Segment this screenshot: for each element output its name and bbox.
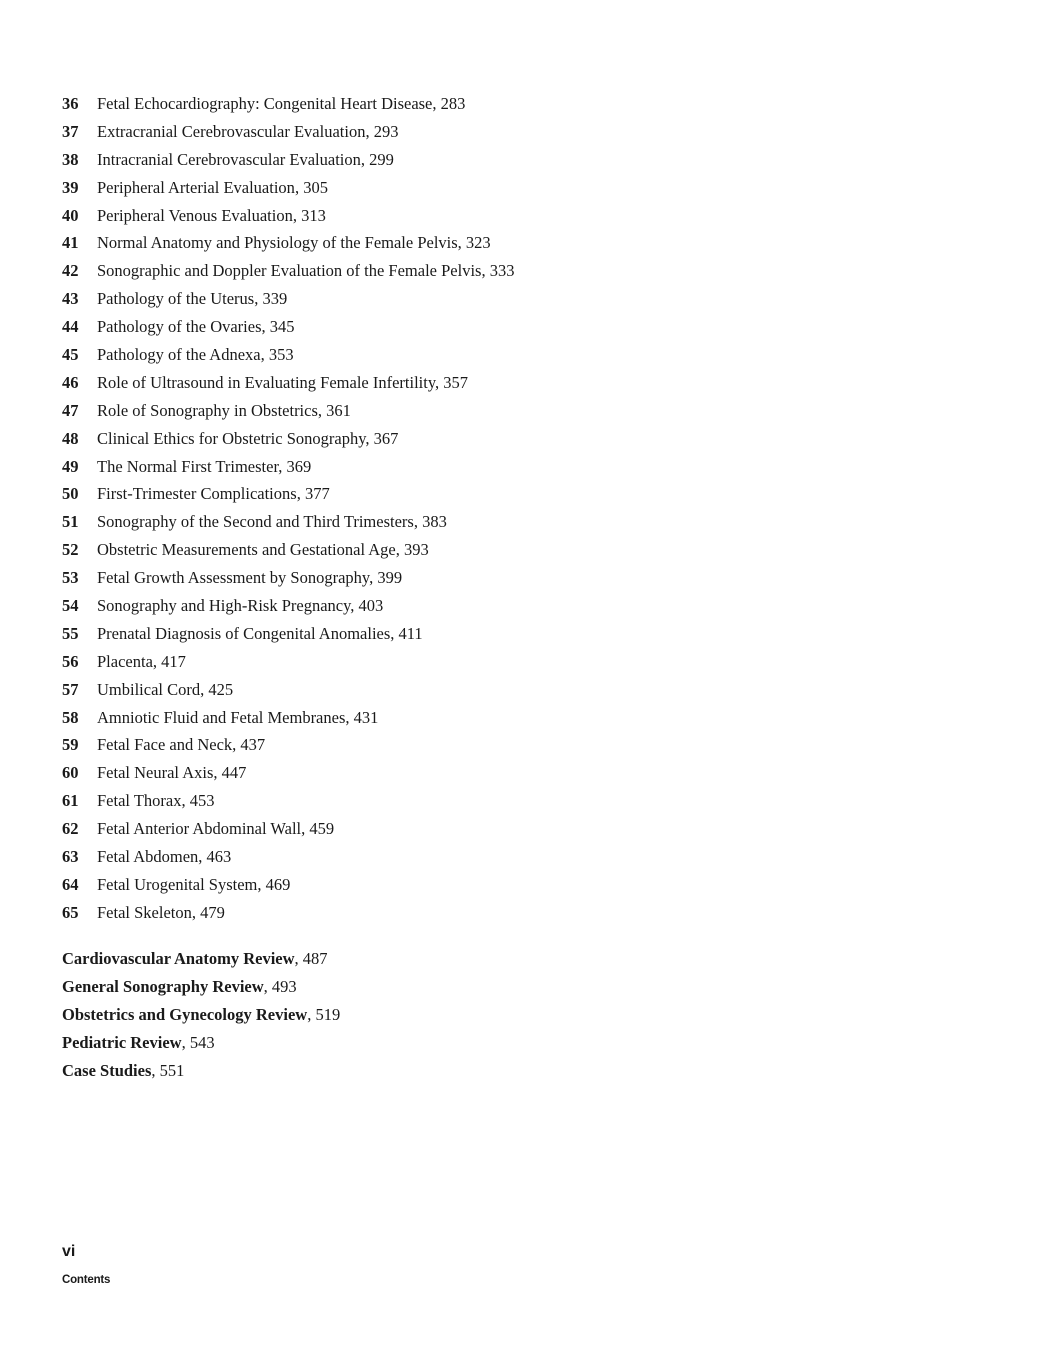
chapter-page: 369: [286, 456, 312, 476]
toc-chapter-entry: 52 Obstetric Measurements and Gestational Age, 393: [62, 536, 962, 564]
toc-chapter-entry: 51 Sonography of the Second and Third Trimesters, 383: [62, 508, 962, 536]
chapter-number: 41: [62, 233, 79, 253]
review-title: Case Studies: [62, 1061, 152, 1080]
chapter-title: Fetal Growth Assessment by Sonography: [97, 568, 370, 588]
toc-chapter-entry: 41 Normal Anatomy and Physiology of the Female Pelvis, 323: [62, 229, 962, 257]
review-page: 543: [189, 1033, 215, 1052]
review-title: Pediatric Review: [62, 1033, 182, 1052]
toc-chapter-entry: 45 Pathology of the Adnexa, 353: [62, 341, 962, 369]
chapter-number: 55: [62, 623, 79, 643]
review-page: 551: [159, 1061, 185, 1080]
chapter-number: 40: [62, 205, 79, 225]
toc-review-entry: General Sonography Review, 493: [62, 977, 297, 996]
chapter-page: 305: [303, 177, 328, 197]
chapter-title: Sonography of the Second and Third Trimesters: [97, 512, 414, 532]
chapter-title: Pathology of the Uterus: [97, 289, 255, 309]
chapter-title: Fetal Urogenital System: [97, 874, 258, 894]
chapter-title: Fetal Face and Neck: [97, 735, 233, 755]
toc-chapter-entry: 55 Prenatal Diagnosis of Congenital Anomalies, 411: [62, 620, 962, 648]
chapter-page: 459: [309, 819, 335, 839]
chapter-number: 36: [62, 94, 79, 113]
chapter-number: 59: [62, 735, 79, 755]
chapter-page: 417: [161, 651, 186, 671]
chapter-page: 345: [269, 317, 295, 337]
toc-chapter-entry: 65 Fetal Skeleton, 479: [62, 899, 962, 927]
chapter-page: 383: [422, 512, 447, 532]
chapter-title: Intracranial Cerebrovascular Evaluation: [97, 149, 361, 169]
chapter-number: 63: [62, 847, 79, 867]
chapter-title: Placenta: [97, 651, 153, 671]
review-page: 519: [315, 1005, 341, 1024]
toc-chapter-entry: 62 Fetal Anterior Abdominal Wall, 459: [62, 815, 962, 843]
chapter-title: Fetal Skeleton: [97, 902, 192, 922]
chapter-title: Peripheral Arterial Evaluation: [97, 177, 295, 197]
chapter-page: 283: [440, 94, 466, 113]
review-title: Cardiovascular Anatomy Review: [62, 949, 295, 968]
review-list: [62, 945, 962, 1085]
chapter-number: 60: [62, 763, 79, 783]
toc-chapter-entry: 38 Intracranial Cerebrovascular Evaluation, 299: [62, 146, 962, 174]
chapter-title: Fetal Neural Axis: [97, 763, 214, 783]
chapter-title: The Normal First Trimester: [97, 456, 279, 476]
toc-chapter-entry: 57 Umbilical Cord, 425: [62, 676, 962, 704]
chapter-title: Fetal Echocardiography: Congenital Heart Disease: [97, 94, 433, 113]
chapter-title: Fetal Anterior Abdominal Wall: [97, 819, 302, 839]
toc-chapter-entry: 61 Fetal Thorax, 453: [62, 787, 962, 815]
chapter-page: 463: [206, 847, 232, 867]
toc-chapter-entry: 64 Fetal Urogenital System, 469: [62, 871, 962, 899]
chapter-number: 50: [62, 484, 79, 504]
chapter-page: 425: [208, 679, 234, 699]
chapter-title: Role of Sonography in Obstetrics: [97, 400, 318, 420]
review-title: Obstetrics and Gynecology Review: [62, 1005, 308, 1024]
toc-chapter-entry: 48 Clinical Ethics for Obstetric Sonography, 367: [62, 425, 962, 453]
chapter-page: 323: [465, 233, 491, 253]
chapter-number: 37: [62, 121, 79, 141]
running-footer: Contents: [62, 1274, 111, 1286]
chapter-page: 339: [262, 289, 288, 309]
toc-chapter-entry: 58 Amniotic Fluid and Fetal Membranes, 431: [62, 704, 962, 732]
chapter-number: 54: [62, 596, 79, 616]
toc-chapter-entry: 54 Sonography and High-Risk Pregnancy, 403: [62, 592, 962, 620]
chapter-page: 353: [268, 345, 294, 365]
review-page: 487: [302, 949, 328, 968]
chapter-title: Prenatal Diagnosis of Congenital Anomalies: [97, 623, 391, 643]
chapter-list: [62, 90, 962, 927]
chapter-title: Fetal Thorax: [97, 791, 182, 811]
chapter-page: 293: [373, 121, 399, 141]
chapter-page: 447: [221, 763, 247, 783]
chapter-page: 453: [189, 791, 215, 811]
chapter-page: 361: [326, 400, 351, 420]
chapter-title: Extracranial Cerebrovascular Evaluation: [97, 121, 366, 141]
chapter-page: 333: [489, 261, 515, 281]
toc-chapter-entry: 49 The Normal First Trimester, 369: [62, 453, 962, 481]
chapter-number: 39: [62, 177, 79, 197]
toc-chapter-entry: 59 Fetal Face and Neck, 437: [62, 731, 962, 759]
review-title: General Sonography Review: [62, 977, 264, 996]
chapter-number: 62: [62, 819, 79, 839]
chapter-page: 403: [358, 596, 384, 616]
toc-review-entry: Case Studies, 551: [62, 1061, 185, 1080]
chapter-page: 377: [304, 484, 330, 504]
chapter-number: 53: [62, 568, 79, 588]
chapter-number: 48: [62, 428, 79, 448]
chapter-title: Obstetric Measurements and Gestational Age: [97, 540, 396, 560]
chapter-title: Sonographic and Doppler Evaluation of the Female Pelvis: [97, 261, 482, 281]
toc-review-entry: Pediatric Review, 543: [62, 1033, 215, 1052]
toc-chapter-entry: 53 Fetal Growth Assessment by Sonography, 399: [62, 564, 962, 592]
toc-chapter-entry: 42 Sonographic and Doppler Evaluation of the Female Pelvis, 333: [62, 257, 962, 285]
chapter-page: 479: [200, 902, 225, 922]
chapter-number: 61: [62, 791, 79, 811]
chapter-page: 469: [265, 874, 291, 894]
chapter-number: 38: [62, 149, 79, 169]
chapter-title: Sonography and High-Risk Pregnancy: [97, 596, 351, 616]
chapter-number: 43: [62, 289, 79, 309]
toc-chapter-entry: 44 Pathology of the Ovaries, 345: [62, 313, 962, 341]
toc-review-entry: Obstetrics and Gynecology Review, 519: [62, 1005, 341, 1024]
chapter-page: 313: [301, 205, 326, 225]
toc-chapter-entry: 63 Fetal Abdomen, 463: [62, 843, 962, 871]
chapter-title: Umbilical Cord: [97, 679, 201, 699]
chapter-number: 52: [62, 540, 79, 560]
toc-chapter-entry: 50 First-Trimester Complications, 377: [62, 480, 962, 508]
toc-chapter-entry: 37 Extracranial Cerebrovascular Evaluation, 293: [62, 118, 962, 146]
chapter-number: 47: [62, 400, 79, 420]
chapter-title: First-Trimester Complications: [97, 484, 297, 504]
chapter-title: Role of Ultrasound in Evaluating Female Infertility: [97, 372, 436, 392]
chapter-title: Pathology of the Ovaries: [97, 317, 262, 337]
chapter-number: 57: [62, 679, 79, 699]
chapter-number: 42: [62, 261, 79, 281]
chapter-page: 393: [404, 540, 429, 560]
chapter-number: 44: [62, 317, 79, 337]
chapter-page: 357: [443, 372, 469, 392]
chapter-number: 46: [62, 372, 79, 392]
chapter-page: 367: [373, 428, 399, 448]
chapter-page: 431: [353, 707, 379, 727]
chapter-page: 411: [398, 623, 423, 643]
chapter-number: 56: [62, 651, 79, 671]
toc-chapter-entry: 46 Role of Ultrasound in Evaluating Female Infertility, 357: [62, 369, 962, 397]
toc-chapter-entry: 36 Fetal Echocardiography: Congenital Heart Disease, 283: [62, 90, 962, 118]
toc-chapter-entry: 40 Peripheral Venous Evaluation, 313: [62, 202, 962, 230]
chapter-page: 437: [240, 735, 266, 755]
toc-chapter-entry: 60 Fetal Neural Axis, 447: [62, 759, 962, 787]
toc-review-entry: Cardiovascular Anatomy Review, 487: [62, 949, 328, 968]
review-page: 493: [271, 977, 297, 996]
chapter-title: Normal Anatomy and Physiology of the Female Pelvis: [97, 233, 458, 253]
chapter-number: 49: [62, 456, 79, 476]
chapter-title: Pathology of the Adnexa: [97, 345, 261, 365]
toc-chapter-entry: 47 Role of Sonography in Obstetrics, 361: [62, 397, 962, 425]
toc-chapter-entry: 43 Pathology of the Uterus, 339: [62, 285, 962, 313]
chapter-title: Amniotic Fluid and Fetal Membranes: [97, 707, 346, 727]
chapter-title: Peripheral Venous Evaluation: [97, 205, 293, 225]
chapter-page: 299: [369, 149, 394, 169]
page-number: vi: [62, 1243, 76, 1260]
chapter-title: Clinical Ethics for Obstetric Sonography: [97, 428, 366, 448]
toc-chapter-entry: 39 Peripheral Arterial Evaluation, 305: [62, 174, 962, 202]
chapter-number: 58: [62, 707, 79, 727]
chapter-number: 45: [62, 345, 79, 365]
chapter-number: 51: [62, 512, 79, 532]
chapter-title: Fetal Abdomen: [97, 847, 199, 867]
chapter-number: 65: [62, 902, 79, 922]
chapter-page: 399: [377, 568, 403, 588]
chapter-number: 64: [62, 874, 79, 894]
toc-chapter-entry: 56 Placenta, 417: [62, 648, 962, 676]
